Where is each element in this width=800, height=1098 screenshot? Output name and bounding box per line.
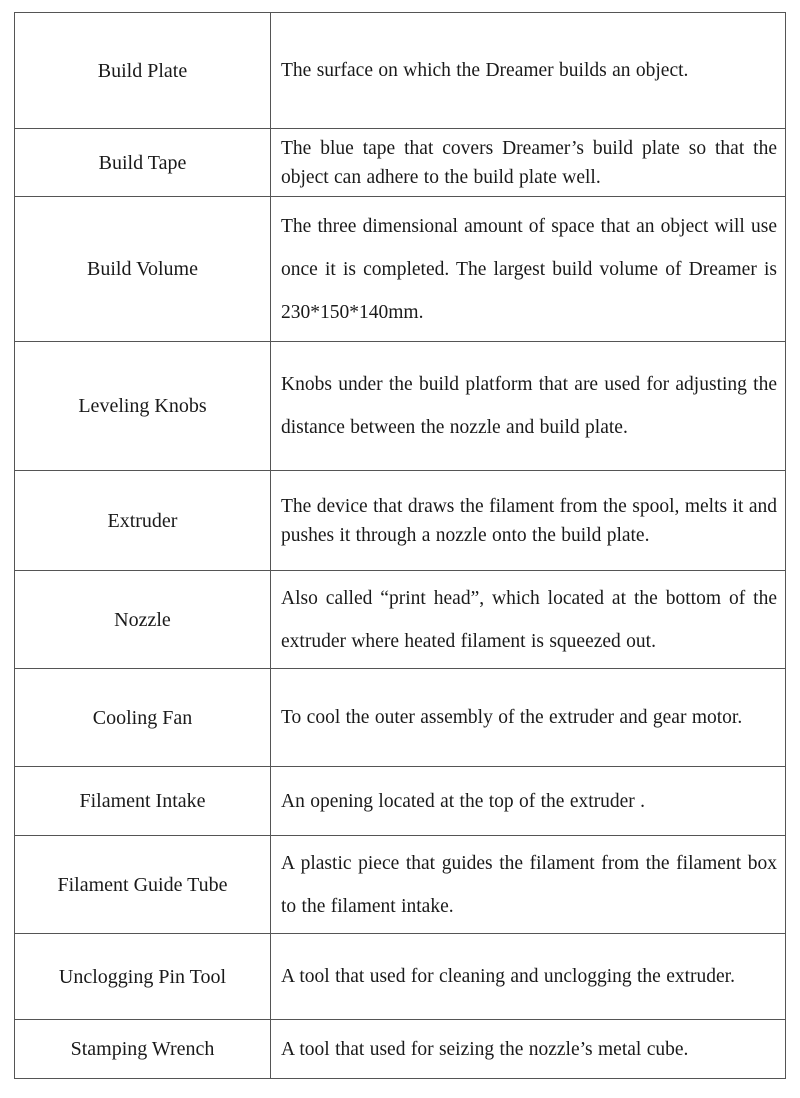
table-row [15, 767, 786, 836]
table-row [15, 669, 786, 767]
definition-cell: A tool that used for seizing the nozzle’s metal cube. [271, 1020, 786, 1079]
glossary-table [14, 12, 786, 1079]
definition-cell: A plastic piece that guides the filament from the filament box to the filament intake. [271, 836, 786, 934]
definition-cell: Knobs under the build platform that are used for adjusting the distance between the nozzle and build plate. [271, 342, 786, 471]
definition-cell: The surface on which the Dreamer builds an object. [271, 13, 786, 129]
definition-cell: The device that draws the filament from the spool, melts it and pushes it through a nozzle onto the build plate. [271, 471, 786, 571]
table-row [15, 197, 786, 342]
term-cell: Nozzle [15, 571, 271, 669]
definition-cell: An opening located at the top of the extruder . [271, 767, 786, 836]
table-row [15, 342, 786, 471]
term-cell: Unclogging Pin Tool [15, 934, 271, 1020]
definition-cell: A tool that used for cleaning and unclogging the extruder. [271, 934, 786, 1020]
term-cell: Extruder [15, 471, 271, 571]
term-cell: Build Tape [15, 129, 271, 197]
term-cell: Filament Intake [15, 767, 271, 836]
term-cell: Build Plate [15, 13, 271, 129]
term-cell: Leveling Knobs [15, 342, 271, 471]
table-row [15, 129, 786, 197]
table-row [15, 934, 786, 1020]
definition-cell: To cool the outer assembly of the extruder and gear motor. [271, 669, 786, 767]
definition-cell: The three dimensional amount of space that an object will use once it is completed. The largest build volume of Dreamer is 230*150*140mm. [271, 197, 786, 342]
definition-cell: The blue tape that covers Dreamer’s build plate so that the object can adhere to the build plate well. [271, 129, 786, 197]
table-row [15, 471, 786, 571]
term-cell: Filament Guide Tube [15, 836, 271, 934]
term-cell: Cooling Fan [15, 669, 271, 767]
table-row [15, 13, 786, 129]
table-row [15, 836, 786, 934]
table-row [15, 1020, 786, 1079]
term-cell: Stamping Wrench [15, 1020, 271, 1079]
table-row [15, 571, 786, 669]
definition-cell: Also called “print head”, which located at the bottom of the extruder where heated filament is squeezed out. [271, 571, 786, 669]
term-cell: Build Volume [15, 197, 271, 342]
